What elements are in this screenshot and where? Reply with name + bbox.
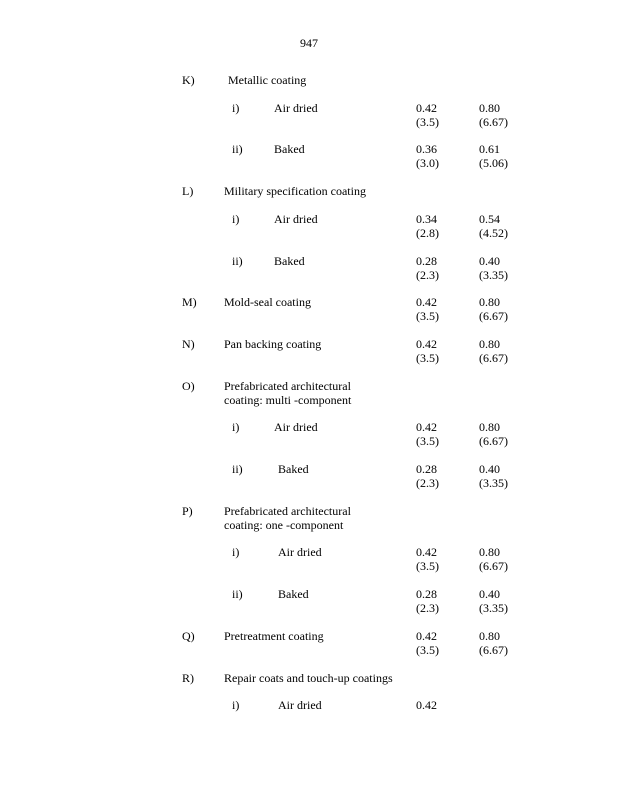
value-col-1: 0.42 [416, 698, 437, 712]
value-col-2: 0.80 [479, 337, 500, 351]
value-col-1: (3.5) [416, 115, 439, 129]
subitem-id: i) [232, 101, 240, 115]
value-col-2: 0.40 [479, 462, 500, 476]
value-col-1: 0.42 [416, 295, 437, 309]
subitem-label: Baked [278, 587, 309, 601]
value-col-1: (2.3) [416, 268, 439, 282]
value-col-2: (6.67) [479, 351, 508, 365]
value-col-1: 0.42 [416, 420, 437, 434]
subitem-label: Baked [274, 142, 305, 156]
value-col-2: (6.67) [479, 115, 508, 129]
section-id: M) [182, 295, 197, 309]
subitem-id: i) [232, 420, 240, 434]
value-col-1: 0.42 [416, 545, 437, 559]
value-col-1: (3.0) [416, 156, 439, 170]
value-col-2: 0.80 [479, 420, 500, 434]
value-col-1: (2.8) [416, 226, 439, 240]
value-col-1: 0.34 [416, 212, 437, 226]
section-label: Prefabricated architectural [224, 379, 351, 393]
value-col-2: 0.40 [479, 587, 500, 601]
subitem-label: Baked [274, 254, 305, 268]
subitem-label: Baked [278, 462, 309, 476]
value-col-2: (6.67) [479, 309, 508, 323]
value-col-1: (3.5) [416, 434, 439, 448]
value-col-2: (3.35) [479, 268, 508, 282]
section-label: Military specification coating [224, 184, 366, 198]
section-label: Prefabricated architectural [224, 504, 351, 518]
section-id: P) [182, 504, 193, 518]
value-col-2: (6.67) [479, 434, 508, 448]
value-col-2: 0.54 [479, 212, 500, 226]
value-col-2: (4.52) [479, 226, 508, 240]
value-col-1: 0.36 [416, 142, 437, 156]
value-col-2: 0.80 [479, 295, 500, 309]
value-col-1: (2.3) [416, 601, 439, 615]
subitem-id: i) [232, 212, 240, 226]
section-id: R) [182, 671, 194, 685]
value-col-2: 0.80 [479, 101, 500, 115]
section-label: Metallic coating [228, 73, 307, 87]
value-col-1: (3.5) [416, 309, 439, 323]
value-col-1: 0.28 [416, 254, 437, 268]
section-id: O) [182, 379, 195, 393]
page-number: 947 [300, 36, 318, 50]
value-col-1: 0.28 [416, 462, 437, 476]
value-col-1: (2.3) [416, 476, 439, 490]
value-col-2: (3.35) [479, 476, 508, 490]
value-col-1: 0.42 [416, 101, 437, 115]
value-col-1: 0.28 [416, 587, 437, 601]
section-label: coating: multi -component [224, 393, 352, 407]
section-id: L) [182, 184, 194, 198]
subitem-id: ii) [232, 587, 243, 601]
subitem-label: Air dried [278, 545, 322, 559]
value-col-2: 0.80 [479, 545, 500, 559]
value-col-1: (3.5) [416, 559, 439, 573]
subitem-id: i) [232, 545, 240, 559]
subitem-id: ii) [232, 142, 243, 156]
subitem-id: ii) [232, 254, 243, 268]
value-col-1: (3.5) [416, 351, 439, 365]
subitem-label: Air dried [274, 212, 318, 226]
section-id: N) [182, 337, 195, 351]
section-label: Pretreatment coating [224, 629, 324, 643]
value-col-1: 0.42 [416, 629, 437, 643]
section-label: Repair coats and touch-up coatings [224, 671, 393, 685]
value-col-2: (3.35) [479, 601, 508, 615]
subitem-label: Air dried [274, 101, 318, 115]
value-col-2: (6.67) [479, 643, 508, 657]
value-col-2: 0.80 [479, 629, 500, 643]
subitem-id: i) [232, 698, 240, 712]
section-label: coating: one -component [224, 518, 344, 532]
subitem-label: Air dried [278, 698, 322, 712]
value-col-2: 0.40 [479, 254, 500, 268]
value-col-1: 0.42 [416, 337, 437, 351]
value-col-2: (5.06) [479, 156, 508, 170]
value-col-2: 0.61 [479, 142, 500, 156]
subitem-label: Air dried [274, 420, 318, 434]
subitem-id: ii) [232, 462, 243, 476]
section-id: Q) [182, 629, 195, 643]
value-col-2: (6.67) [479, 559, 508, 573]
section-label: Pan backing coating [224, 337, 322, 351]
section-label: Mold-seal coating [224, 295, 311, 309]
section-id: K) [182, 73, 195, 87]
value-col-1: (3.5) [416, 643, 439, 657]
